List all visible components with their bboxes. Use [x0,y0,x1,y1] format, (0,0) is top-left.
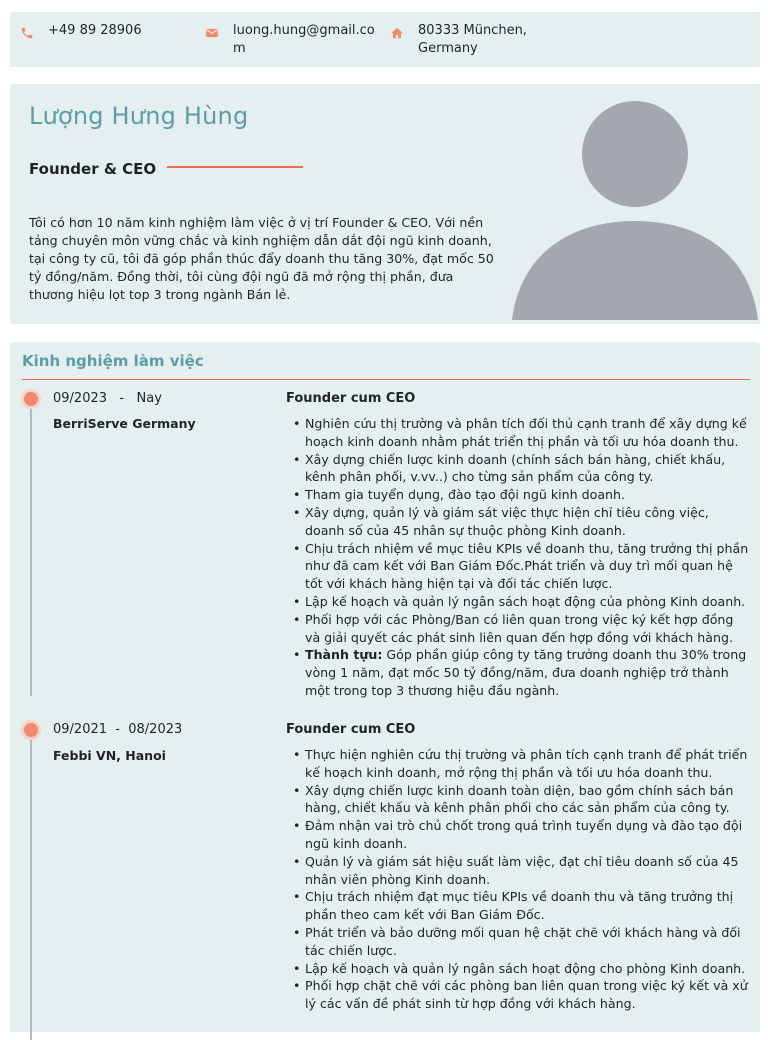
person-name: Lượng Hưng Hùng [29,102,249,130]
list-item: • Thực hiện nghiên cứu thị trường và phân tích cạnh tranh để phát triển kế hoạch kinh doanh, mở rộng thị phần và tối ưu hóa doanh thu. [287,746,749,782]
list-item-achievement [287,646,749,699]
list-item: • Lập kế hoạch và quản lý ngân sách hoạt động của phòng Kinh doanh. [287,593,749,611]
envelope-icon [205,26,219,40]
home-icon [390,26,404,40]
address-text: 80333 München, Germany [418,23,527,56]
job-responsibilities [287,746,749,1013]
job-title: Founder cum CEO [286,391,416,406]
profile-summary: Tôi có hơn 10 năm kinh nghiệm làm việc ở vị trí Founder & CEO. Với nền tảng chuyên môn vững chắc và kinh nghiệm dẫn dắt đội ngũ kinh doanh, tại công ty cũ, tôi đã góp phần thúc đẩy doanh thu tăng 30%, đạt mốc 50 tỷ đồng/năm. Đồng thời, tôi cùng đội ngũ đã mở rộng thị phần, đưa thương hiệu lọt top 3 trong ngành Bán lẻ. [29,215,494,302]
job-responsibilities [287,415,749,700]
phone-icon [20,26,34,40]
job-company: Febbi VN, Hanoi [53,748,166,763]
list-item: • Phối hợp với các Phòng/Ban có liên quan trong việc ký kết hợp đồng và giải quyết các phát sinh liên quan đến hợp đồng với khách hàng. [287,611,749,647]
profile-photo [510,84,760,324]
contact-email[interactable] [205,22,380,58]
achievement-text: Góp phần giúp công ty tăng trưởng doanh thu 30% trong vòng 1 năm, đạt mốc 50 tỷ đồng/năm, đưa doanh nghiệp trở thành một trong top 3 thương hiệu đầu ngành. [305,647,747,698]
list-item: • Tham gia tuyển dụng, đào tạo đội ngũ kinh doanh. [287,486,749,504]
section-divider [22,379,750,380]
job-date-range: 09/2021 - 08/2023 [53,722,183,737]
experience-section [10,342,760,1032]
contact-address [390,22,540,58]
timeline-line [30,398,32,696]
list-item: • Nghiên cứu thị trường và phân tích đối thủ cạnh tranh để xây dựng kế hoạch kinh doanh nhằm phát triển thị phần và tối ưu hóa doanh thu. [287,415,749,451]
list-item: • Phối hợp chặt chẽ với các phòng ban liên quan trong việc ký kết và xử lý các vấn đề phát sinh từ hợp đồng với khách hàng. [287,977,749,1013]
role-divider [167,166,303,168]
list-item: • Xây dựng chiến lược kinh doanh (chính sách bán hàng, chiết khấu, kênh phân phối, v.vv..) cho từng sản phẩm của công ty. [287,451,749,487]
achievement-label: Thành tựu: [305,647,383,663]
list-item: • Phát triển và bảo dưỡng mối quan hệ chặt chẽ với khách hàng và đối tác chiến lược. [287,924,749,960]
job-company: BerriServe Germany [53,416,196,431]
profile-header [10,84,760,324]
contact-bar [10,12,760,67]
list-item: • Đảm nhận vai trò chủ chốt trong quá trình tuyển dụng và đào tạo đội ngũ kinh doanh. [287,817,749,853]
person-role: Founder & CEO [29,160,157,178]
list-item: • Quản lý và giám sát hiệu suất làm việc, đạt chỉ tiêu doanh số của 45 nhân viên phòng Kinh doanh. [287,853,749,889]
section-title: Kinh nghiệm làm việc [22,352,204,370]
list-item: • Chịu trách nhiệm về mục tiêu KPIs về doanh thu, tăng trưởng thị phần như đã cam kết với Ban Giám Đốc.Phát triển và duy trì mối quan hệ tốt với khách hàng hiện tại và đối tác chiến lược. [287,540,749,593]
timeline-dot [24,392,38,406]
timeline-dot [24,723,38,737]
job-title: Founder cum CEO [286,722,416,737]
list-item: • Xây dựng chiến lược kinh doanh toàn diện, bao gồm chính sách bán hàng, chiết khấu và kênh phân phối cho các sản phẩm của công ty. [287,782,749,818]
avatar-placeholder-icon [510,84,760,324]
list-item: • Xây dựng, quản lý và giám sát việc thực hiện chỉ tiêu công việc, doanh số của 45 nhân sự thuộc phòng Kinh doanh. [287,504,749,540]
list-item: • Lập kế hoạch và quản lý ngân sách hoạt động cho phòng Kinh doanh. [287,960,749,978]
phone-text: +49 89 28906 [48,23,142,38]
timeline-line [30,730,32,1040]
list-item: • Chịu trách nhiệm đạt mục tiêu KPIs về doanh thu và tăng trưởng thị phần theo cam kết với Ban Giám Đốc. [287,888,749,924]
email-text: luong.hung@gmail.com [233,23,375,56]
job-date-range: 09/2023 - Nay [53,391,162,406]
contact-phone[interactable] [20,22,142,40]
